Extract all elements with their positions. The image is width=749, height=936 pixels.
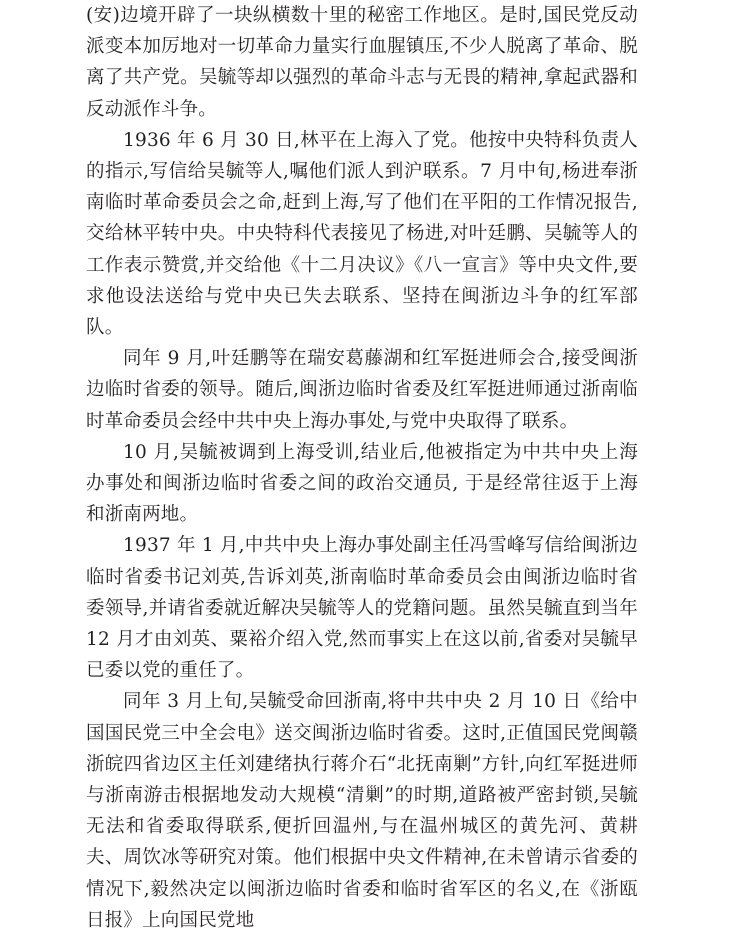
- paragraph-3: 同年 9 月,叶廷鹏等在瑞安葛藤湖和红军挺进师会合,接受闽浙边临时省委的领导。随后,闽浙边临时省委及红军挺进师通过浙南临时革命委员会经中共中央上海办事处,与党中央取得了联系。: [86, 348, 638, 432]
- document-page: [86, 0, 638, 931]
- paragraph-2: 1936 年 6 月 30 日,林平在上海入了党。他按中央特科负责人的指示,写信给吴毓等人,嘱他们派人到沪联系。7 月中旬,杨进奉浙南临时革命委员会之命,赶到上海,写了他们在平阳的工作情况报告,交给林平转中央。中央特科代表接见了杨进,对叶廷鹏、吴毓等人的工作表示赞赏,并交给他《十二月决议》《八一宣言》等中央文件,要求他设法送给与党中央已失去联系、坚持在闽浙边斗争的红军部队。: [86, 129, 638, 339]
- paragraph-5: 1937 年 1 月,中共中央上海办事处副主任冯雪峰写信给闽浙边临时省委书记刘英,告诉刘英,浙南临时革命委员会由闽浙边临时省委领导,并请省委就近解决吴毓等人的党籍问题。虽然吴毓直到当年 12 月才由刘英、粟裕介绍入党,然而事实上在这以前,省委对吴毓早已委以党的重任了。: [86, 535, 638, 682]
- paragraph-1: (安)边境开辟了一块纵横数十里的秘密工作地区。是时,国民党反动派变本加厉地对一切革命力量实行血腥镇压,不少人脱离了革命、脱离了共产党。吴毓等却以强烈的革命斗志与无畏的精神,拿起武器和反动派作斗争。: [86, 5, 638, 120]
- paragraph-4: 10 月,吴毓被调到上海受训,结业后,他被指定为中共中央上海办事处和闽浙边临时省委之间的政治交通员, 于是经常往返于上海和浙南两地。: [86, 441, 638, 526]
- paragraph-6: 同年 3 月上旬,吴毓受命回浙南,将中共中央 2 月 10 日《给中国国民党三中全会电》送交闽浙边临时省委。这时,正值国民党闽赣浙皖四省边区主任刘建绪执行蒋介石“北抚南剿”方针,向红军挺进师与浙南游击根据地发动大规模“清剿”的时期,道路被严密封锁,吴毓无法和省委取得联系,便折回温州,与在温州城区的黄先河、黄耕夫、周饮冰等研究对策。他们根据中央文件精神,在未曾请示省委的情况下,毅然决定以闽浙边临时省委和临时省军区的名义,在《浙瓯日报》上向国民党地: [86, 691, 638, 931]
